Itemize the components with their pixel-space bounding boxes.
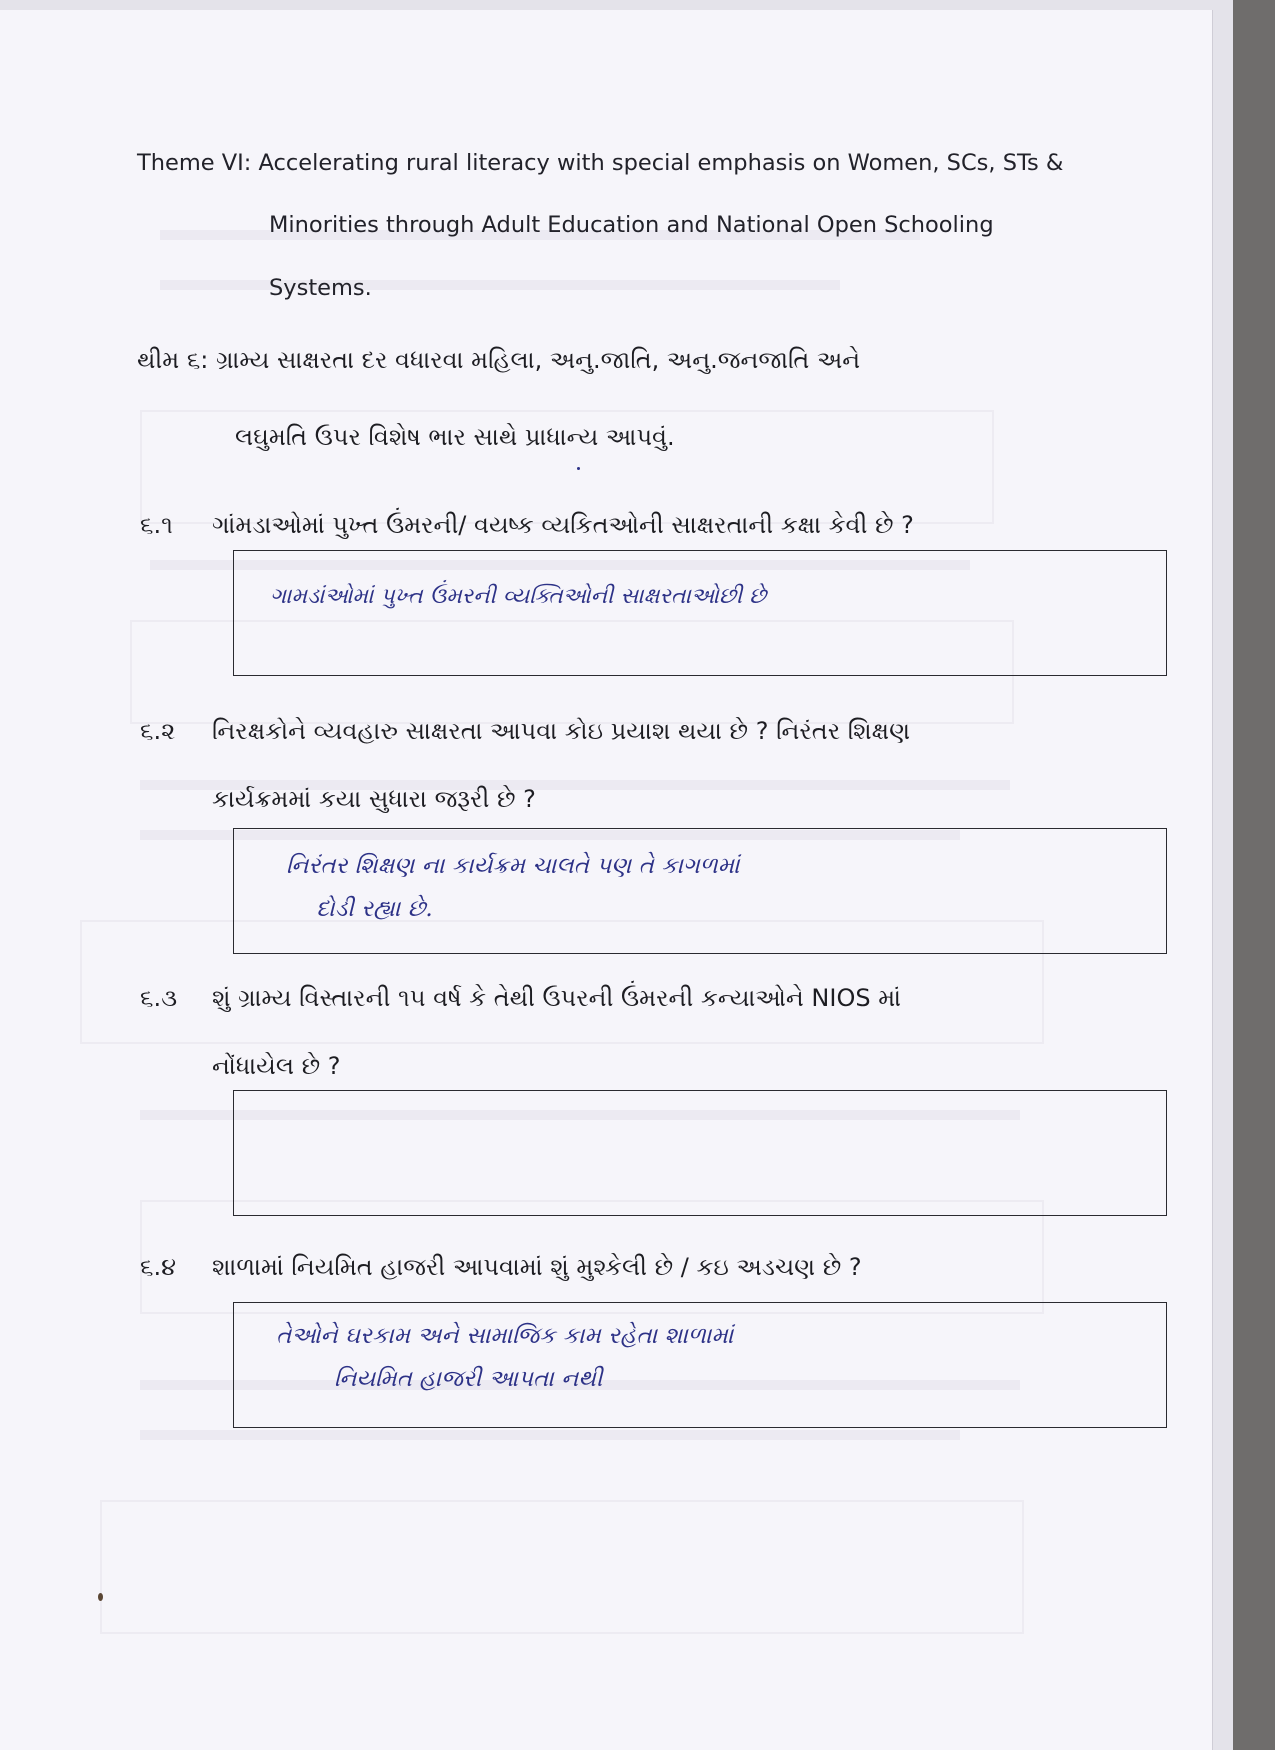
question-text: શાળામાં નિયમિત હાજરી આપવામાં શું મુશ્કેલી છે / કઇ અડચણ છે ? xyxy=(212,1253,862,1281)
handwritten-answer-line: ગામડાંઓમાં પુખ્ત ઉંમરની વ્યક્તિઓની સાક્ષરતાઓછી છે xyxy=(270,584,767,609)
theme-en-line-1: Theme VI: Accelerating rural literacy with special emphasis on Women, SCs, STs & xyxy=(137,150,1064,176)
question-text-line-1: નિરક્ષકોને વ્યવહારુ સાક્ષરતા આપવા કોઇ પ્રયાશ થયા છે ? નિરંતર શિક્ષણ xyxy=(212,717,911,745)
theme-gu-line-2: લઘુમતિ ઉપર વિશેષ ભાર સાથે પ્રાધાન્ય આપવું. xyxy=(235,423,675,451)
handwritten-answer-line: નિયમિત હાજરી આપતા નથી xyxy=(334,1366,603,1392)
question-text-line-2: કાર્યક્રમમાં કયા સુધારા જરૂરી છે ? xyxy=(212,785,536,813)
theme-en-line-2: Minorities through Adult Education and National Open Schooling xyxy=(269,212,994,238)
theme-en-line-3: Systems. xyxy=(269,275,372,301)
handwritten-answer-line: તેઓને ઘરકામ અને સામાજિક કામ રહેતા શાળામાં xyxy=(276,1323,734,1349)
theme-heading-gujarati xyxy=(137,343,1137,451)
question-number: ૬.૧ xyxy=(140,511,173,539)
theme-heading-english xyxy=(137,148,1137,301)
handwritten-answer-line: દોડી રહ્યા છે. xyxy=(316,896,433,922)
handwritten-answer-line: નિરંતર શિક્ષણ ના કાર્યક્રમ ચાલતે પણ તે કાગળમાં xyxy=(286,853,740,879)
question-text xyxy=(212,714,1122,816)
question-text-line-2: નોંધાયેલ છે ? xyxy=(212,1052,341,1080)
question-number: ૬.૪ xyxy=(140,1253,176,1281)
answer-box-6-4[interactable] xyxy=(233,1302,1167,1428)
answer-box-6-3[interactable] xyxy=(233,1090,1167,1216)
question-number: ૬.૩ xyxy=(140,984,178,1012)
answer-box-6-2[interactable] xyxy=(233,828,1167,954)
question-text: ગાંમડાઓમાં પુખ્ત ઉંમરની/ વયષ્ક વ્યકિતઓની સાક્ષરતાની કક્ષા કેવી છે ? xyxy=(212,511,914,539)
theme-gu-line-1: થીમ ૬: ગ્રામ્ય સાક્ષરતા દર વધારવા મહિલા, અનુ.જાતિ, અનુ.જનજાતિ અને xyxy=(137,346,861,374)
question-text xyxy=(212,981,1122,1083)
question-number: ૬.૨ xyxy=(140,717,176,745)
question-text-line-1: શું ગ્રામ્ય વિસ્તારની ૧૫ વર્ષ કે તેથી ઉપરની ઉંમરની કન્યાઓને NIOS માં xyxy=(212,984,902,1012)
paper-speck xyxy=(98,1593,103,1601)
answer-box-6-1[interactable] xyxy=(233,550,1167,676)
ink-dot xyxy=(577,467,580,470)
